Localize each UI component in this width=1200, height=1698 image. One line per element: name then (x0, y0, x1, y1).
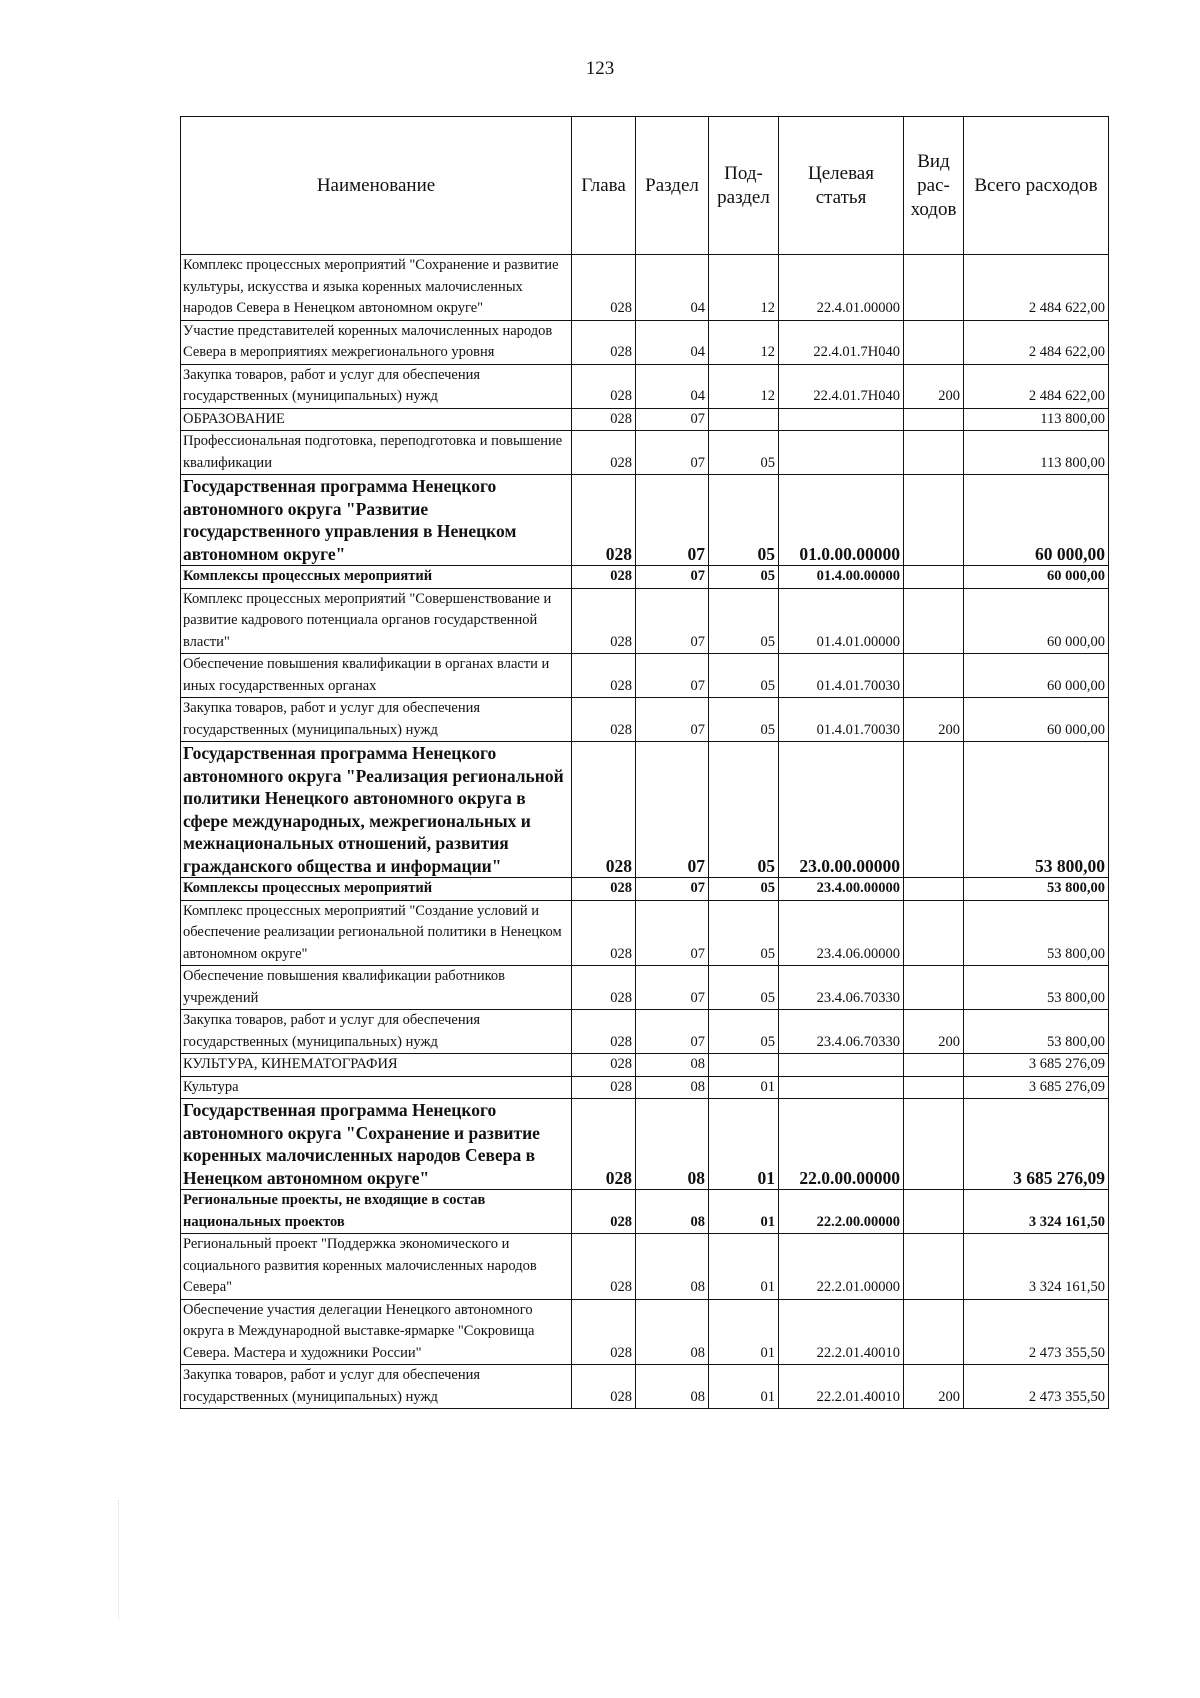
cell-vid (904, 566, 964, 589)
cell-name: Профессиональная подготовка, переподготовка и повышение квалификации (181, 431, 572, 475)
cell-glava: 028 (572, 1234, 636, 1300)
cell-name: Комплекс процессных мероприятий "Создание условий и обеспечение реализации региональной политики в Ненецком автономном округе" (181, 900, 572, 966)
header-vid: Вид рас-ходов (904, 117, 964, 255)
cell-name: Закупка товаров, работ и услуг для обеспечения государственных (муниципальных) нужд (181, 698, 572, 742)
header-name: Наименование (181, 117, 572, 255)
table-header-row (181, 117, 1109, 255)
cell-vid: 200 (904, 1010, 964, 1054)
cell-name: Обеспечение участия делегации Ненецкого автономного округа в Международной выставке-ярмарке "Сокровища Севера. Мастера и художники России" (181, 1299, 572, 1365)
cell-total: 3 685 276,09 (964, 1054, 1109, 1077)
cell-name: Комплексы процессных мероприятий (181, 566, 572, 589)
cell-razdel: 08 (636, 1299, 709, 1365)
header-razdel: Раздел (636, 117, 709, 255)
cell-glava: 028 (572, 566, 636, 589)
cell-glava: 028 (572, 475, 636, 566)
cell-podrazdel: 01 (709, 1190, 779, 1234)
table-row (181, 408, 1109, 431)
cell-podrazdel: 05 (709, 878, 779, 901)
header-total: Всего расходов (964, 117, 1109, 255)
cell-name: Государственная программа Ненецкого автономного округа "Реализация региональной политики Ненецкого автономного округа в сфере международных, межрегиональных и межнациональных отношений, развития гражданского общества и информации" (181, 742, 572, 878)
cell-name: Комплексы процессных мероприятий (181, 878, 572, 901)
cell-razdel: 08 (636, 1365, 709, 1409)
cell-podrazdel: 01 (709, 1299, 779, 1365)
cell-podrazdel: 05 (709, 900, 779, 966)
table-row (181, 1190, 1109, 1234)
cell-total: 60 000,00 (964, 475, 1109, 566)
table-row (181, 475, 1109, 566)
cell-statya: 22.2.01.40010 (779, 1365, 904, 1409)
cell-total: 2 484 622,00 (964, 255, 1109, 321)
table-row (181, 566, 1109, 589)
table-row (181, 1010, 1109, 1054)
cell-name: Комплекс процессных мероприятий "Совершенствование и развитие кадрового потенциала органов государственной власти" (181, 588, 572, 654)
cell-glava: 028 (572, 742, 636, 878)
cell-glava: 028 (572, 255, 636, 321)
table-row (181, 1099, 1109, 1190)
cell-vid (904, 1076, 964, 1099)
cell-podrazdel: 05 (709, 431, 779, 475)
table-row (181, 1234, 1109, 1300)
cell-podrazdel: 05 (709, 742, 779, 878)
cell-podrazdel: 12 (709, 255, 779, 321)
table-row (181, 320, 1109, 364)
cell-razdel: 07 (636, 588, 709, 654)
cell-vid (904, 320, 964, 364)
cell-statya: 01.4.01.70030 (779, 654, 904, 698)
cell-razdel: 04 (636, 364, 709, 408)
page-number: 123 (585, 58, 615, 79)
cell-razdel: 07 (636, 878, 709, 901)
cell-glava: 028 (572, 320, 636, 364)
cell-glava: 028 (572, 1054, 636, 1077)
cell-glava: 028 (572, 1190, 636, 1234)
cell-vid (904, 475, 964, 566)
cell-total: 3 324 161,50 (964, 1234, 1109, 1300)
cell-name: Закупка товаров, работ и услуг для обеспечения государственных (муниципальных) нужд (181, 1010, 572, 1054)
cell-razdel: 07 (636, 966, 709, 1010)
cell-razdel: 07 (636, 900, 709, 966)
cell-razdel: 07 (636, 475, 709, 566)
cell-razdel: 07 (636, 654, 709, 698)
cell-statya: 23.4.00.00000 (779, 878, 904, 901)
cell-total: 3 685 276,09 (964, 1076, 1109, 1099)
cell-name: Региональные проекты, не входящие в состав национальных проектов (181, 1190, 572, 1234)
cell-statya: 22.4.01.00000 (779, 255, 904, 321)
table-row (181, 364, 1109, 408)
cell-podrazdel: 12 (709, 320, 779, 364)
cell-total: 60 000,00 (964, 566, 1109, 589)
cell-total: 3 685 276,09 (964, 1099, 1109, 1190)
cell-podrazdel: 01 (709, 1099, 779, 1190)
cell-podrazdel: 05 (709, 566, 779, 589)
cell-name: Государственная программа Ненецкого автономного округа "Развитие государственного управления в Ненецком автономном округе" (181, 475, 572, 566)
cell-name: Обеспечение повышения квалификации работников учреждений (181, 966, 572, 1010)
cell-podrazdel: 05 (709, 698, 779, 742)
cell-total: 113 800,00 (964, 408, 1109, 431)
cell-razdel: 08 (636, 1076, 709, 1099)
cell-statya (779, 408, 904, 431)
cell-vid (904, 255, 964, 321)
cell-statya: 23.4.06.00000 (779, 900, 904, 966)
cell-total: 53 800,00 (964, 966, 1109, 1010)
cell-statya: 23.4.06.70330 (779, 966, 904, 1010)
cell-podrazdel: 05 (709, 654, 779, 698)
cell-statya: 22.4.01.7Н040 (779, 364, 904, 408)
cell-name: Культура (181, 1076, 572, 1099)
cell-razdel: 07 (636, 742, 709, 878)
cell-razdel: 04 (636, 320, 709, 364)
budget-table (180, 116, 1109, 1409)
table-row (181, 698, 1109, 742)
cell-statya: 22.0.00.00000 (779, 1099, 904, 1190)
cell-vid (904, 742, 964, 878)
table-row (181, 878, 1109, 901)
cell-podrazdel: 05 (709, 588, 779, 654)
cell-total: 53 800,00 (964, 1010, 1109, 1054)
table-row (181, 900, 1109, 966)
cell-podrazdel (709, 408, 779, 431)
cell-glava: 028 (572, 588, 636, 654)
cell-glava: 028 (572, 654, 636, 698)
cell-total: 2 473 355,50 (964, 1365, 1109, 1409)
cell-name: Комплекс процессных мероприятий "Сохранение и развитие культуры, искусства и языка коренных малочисленных народов Севера в Ненецком автономном округе" (181, 255, 572, 321)
cell-statya: 01.4.01.70030 (779, 698, 904, 742)
cell-vid (904, 408, 964, 431)
cell-glava: 028 (572, 878, 636, 901)
cell-total: 2 473 355,50 (964, 1299, 1109, 1365)
table-row (181, 654, 1109, 698)
cell-statya: 22.2.00.00000 (779, 1190, 904, 1234)
cell-statya (779, 1054, 904, 1077)
cell-name: КУЛЬТУРА, КИНЕМАТОГРАФИЯ (181, 1054, 572, 1077)
cell-total: 53 800,00 (964, 900, 1109, 966)
cell-vid (904, 900, 964, 966)
cell-razdel: 08 (636, 1234, 709, 1300)
cell-name: ОБРАЗОВАНИЕ (181, 408, 572, 431)
cell-total: 60 000,00 (964, 698, 1109, 742)
cell-podrazdel: 05 (709, 1010, 779, 1054)
cell-glava: 028 (572, 1099, 636, 1190)
cell-glava: 028 (572, 431, 636, 475)
cell-vid (904, 1299, 964, 1365)
header-glava: Глава (572, 117, 636, 255)
cell-vid (904, 1099, 964, 1190)
cell-name: Региональный проект "Поддержка экономического и социального развития коренных малочисленных народов Севера" (181, 1234, 572, 1300)
cell-name: Участие представителей коренных малочисленных народов Севера в мероприятиях межрегионального уровня (181, 320, 572, 364)
cell-statya: 22.4.01.7Н040 (779, 320, 904, 364)
cell-glava: 028 (572, 364, 636, 408)
cell-statya: 22.2.01.00000 (779, 1234, 904, 1300)
table-row (181, 1299, 1109, 1365)
cell-total: 60 000,00 (964, 588, 1109, 654)
table-row (181, 431, 1109, 475)
cell-podrazdel: 01 (709, 1234, 779, 1300)
table-row (181, 1076, 1109, 1099)
cell-razdel: 07 (636, 408, 709, 431)
table-row (181, 1365, 1109, 1409)
table-row (181, 742, 1109, 878)
cell-vid: 200 (904, 698, 964, 742)
table-row (181, 966, 1109, 1010)
cell-statya: 01.4.01.00000 (779, 588, 904, 654)
cell-podrazdel: 05 (709, 475, 779, 566)
scan-artifact (118, 1500, 122, 1620)
cell-glava: 028 (572, 1299, 636, 1365)
cell-glava: 028 (572, 966, 636, 1010)
cell-razdel: 08 (636, 1190, 709, 1234)
cell-name: Закупка товаров, работ и услуг для обеспечения государственных (муниципальных) нужд (181, 364, 572, 408)
cell-statya: 22.2.01.40010 (779, 1299, 904, 1365)
cell-name: Государственная программа Ненецкого автономного округа "Сохранение и развитие коренных малочисленных народов Севера в Ненецком автономном округе" (181, 1099, 572, 1190)
cell-name: Обеспечение повышения квалификации в органах власти и иных государственных органах (181, 654, 572, 698)
cell-razdel: 04 (636, 255, 709, 321)
header-statya: Целевая статья (779, 117, 904, 255)
cell-vid (904, 878, 964, 901)
cell-name: Закупка товаров, работ и услуг для обеспечения государственных (муниципальных) нужд (181, 1365, 572, 1409)
cell-razdel: 07 (636, 431, 709, 475)
cell-total: 53 800,00 (964, 742, 1109, 878)
table-row (181, 588, 1109, 654)
cell-podrazdel: 01 (709, 1365, 779, 1409)
cell-total: 53 800,00 (964, 878, 1109, 901)
cell-vid (904, 431, 964, 475)
cell-glava: 028 (572, 1365, 636, 1409)
cell-glava: 028 (572, 900, 636, 966)
header-podrazdel: Под-раздел (709, 117, 779, 255)
cell-podrazdel: 05 (709, 966, 779, 1010)
cell-glava: 028 (572, 698, 636, 742)
cell-vid (904, 1054, 964, 1077)
cell-vid (904, 1234, 964, 1300)
cell-razdel: 07 (636, 566, 709, 589)
cell-vid (904, 654, 964, 698)
table-row (181, 1054, 1109, 1077)
cell-statya: 23.4.06.70330 (779, 1010, 904, 1054)
cell-vid: 200 (904, 1365, 964, 1409)
cell-razdel: 07 (636, 1010, 709, 1054)
cell-total: 2 484 622,00 (964, 364, 1109, 408)
cell-statya: 01.0.00.00000 (779, 475, 904, 566)
cell-statya: 23.0.00.00000 (779, 742, 904, 878)
cell-razdel: 08 (636, 1054, 709, 1077)
cell-total: 3 324 161,50 (964, 1190, 1109, 1234)
cell-statya: 01.4.00.00000 (779, 566, 904, 589)
cell-statya (779, 1076, 904, 1099)
cell-total: 2 484 622,00 (964, 320, 1109, 364)
cell-glava: 028 (572, 1010, 636, 1054)
cell-razdel: 07 (636, 698, 709, 742)
cell-podrazdel: 01 (709, 1076, 779, 1099)
cell-vid (904, 1190, 964, 1234)
cell-glava: 028 (572, 408, 636, 431)
cell-razdel: 08 (636, 1099, 709, 1190)
cell-total: 113 800,00 (964, 431, 1109, 475)
cell-podrazdel (709, 1054, 779, 1077)
cell-total: 60 000,00 (964, 654, 1109, 698)
cell-vid (904, 966, 964, 1010)
cell-glava: 028 (572, 1076, 636, 1099)
cell-podrazdel: 12 (709, 364, 779, 408)
cell-statya (779, 431, 904, 475)
cell-vid: 200 (904, 364, 964, 408)
cell-vid (904, 588, 964, 654)
table-row (181, 255, 1109, 321)
